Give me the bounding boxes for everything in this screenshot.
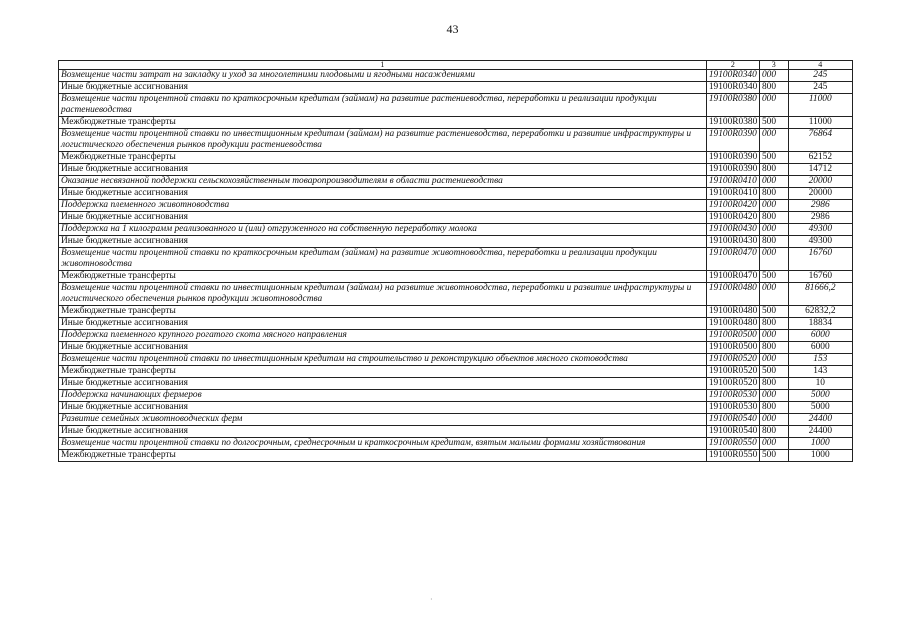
row-expense-type: 000	[759, 176, 788, 188]
row-code: 19100R0550	[706, 438, 759, 450]
row-amount: 20000	[788, 188, 852, 200]
table-row	[59, 236, 853, 248]
row-amount: 14712	[788, 164, 852, 176]
row-expense-type: 000	[759, 94, 788, 117]
row-amount: 2986	[788, 212, 852, 224]
row-name: Возмещение части затрат на закладку и уход за многолетними плодовыми и ягодными насаждениями	[59, 70, 707, 82]
row-expense-type: 000	[759, 414, 788, 426]
table-row	[59, 152, 853, 164]
row-amount: 11000	[788, 117, 852, 129]
row-code: 19100R0340	[706, 82, 759, 94]
row-code: 19100R0380	[706, 94, 759, 117]
row-name: Оказание несвязанной поддержки сельскохозяйственным товаропроизводителям в области растениеводства	[59, 176, 707, 188]
row-name: Иные бюджетные ассигнования	[59, 212, 707, 224]
row-amount: 1000	[788, 438, 852, 450]
row-amount: 16760	[788, 271, 852, 283]
row-name: Иные бюджетные ассигнования	[59, 188, 707, 200]
row-expense-type: 000	[759, 283, 788, 306]
table-row	[59, 402, 853, 414]
table-row	[59, 354, 853, 366]
row-amount: 49300	[788, 236, 852, 248]
row-expense-type: 000	[759, 330, 788, 342]
row-expense-type: 500	[759, 450, 788, 462]
row-amount: 24400	[788, 426, 852, 438]
row-expense-type: 800	[759, 318, 788, 330]
row-amount: 143	[788, 366, 852, 378]
row-code: 19100R0480	[706, 318, 759, 330]
row-code: 19100R0430	[706, 236, 759, 248]
row-code: 19100R0520	[706, 366, 759, 378]
row-expense-type: 000	[759, 390, 788, 402]
row-code: 19100R0540	[706, 426, 759, 438]
row-code: 19100R0390	[706, 152, 759, 164]
row-name: Межбюджетные трансферты	[59, 152, 707, 164]
table-row	[59, 271, 853, 283]
table-row	[59, 438, 853, 450]
table-row	[59, 164, 853, 176]
row-name: Возмещение части процентной ставки по инвестиционным кредитам (займам) на развитие животноводства, переработки и развитие инфраструктуры и логистического обеспечения рынков продукции животноводства	[59, 283, 707, 306]
row-name: Поддержка начинающих фермеров	[59, 390, 707, 402]
row-amount: 24400	[788, 414, 852, 426]
table-header-row	[59, 61, 853, 70]
header-col-2: 2	[706, 61, 759, 70]
row-name: Возмещение части процентной ставки по долгосрочным, среднесрочным и краткосрочным кредитам, взятым малыми формами хозяйствования	[59, 438, 707, 450]
table-row	[59, 70, 853, 82]
row-name: Иные бюджетные ассигнования	[59, 318, 707, 330]
row-name: Межбюджетные трансферты	[59, 271, 707, 283]
row-code: 19100R0520	[706, 354, 759, 366]
row-expense-type: 000	[759, 438, 788, 450]
row-expense-type: 000	[759, 200, 788, 212]
row-expense-type: 000	[759, 129, 788, 152]
table-row	[59, 306, 853, 318]
row-amount: 16760	[788, 248, 852, 271]
row-amount: 76864	[788, 129, 852, 152]
header-col-3: 3	[759, 61, 788, 70]
row-name: Поддержка племенного животноводства	[59, 200, 707, 212]
row-name: Межбюджетные трансферты	[59, 366, 707, 378]
row-name: Возмещение части процентной ставки по инвестиционным кредитам на строительство и реконструкцию объектов мясного скотоводства	[59, 354, 707, 366]
row-expense-type: 500	[759, 366, 788, 378]
row-amount: 6000	[788, 330, 852, 342]
row-expense-type: 800	[759, 188, 788, 200]
row-code: 19100R0340	[706, 70, 759, 82]
row-code: 19100R0390	[706, 129, 759, 152]
page-number: 43	[446, 22, 459, 36]
row-expense-type: 000	[759, 70, 788, 82]
row-amount: 11000	[788, 94, 852, 117]
row-expense-type: 800	[759, 378, 788, 390]
row-amount: 81666,2	[788, 283, 852, 306]
row-code: 19100R0410	[706, 176, 759, 188]
table-row	[59, 414, 853, 426]
row-name: Иные бюджетные ассигнования	[59, 342, 707, 354]
row-amount: 5000	[788, 402, 852, 414]
row-code: 19100R0530	[706, 390, 759, 402]
table-row	[59, 248, 853, 271]
row-amount: 5000	[788, 390, 852, 402]
row-name: Межбюджетные трансферты	[59, 306, 707, 318]
row-code: 19100R0500	[706, 330, 759, 342]
header-col-1: 1	[59, 61, 707, 70]
table-row	[59, 176, 853, 188]
row-code: 19100R0530	[706, 402, 759, 414]
row-name: Иные бюджетные ассигнования	[59, 378, 707, 390]
row-amount: 49300	[788, 224, 852, 236]
row-expense-type: 800	[759, 426, 788, 438]
table-row	[59, 378, 853, 390]
table-row	[59, 330, 853, 342]
row-name: Возмещение части процентной ставки по инвестиционным кредитам (займам) на развитие растениеводства, переработки и развитие инфраструктуры и логистического обеспечения рынков продукции растениеводства	[59, 129, 707, 152]
row-amount: 18834	[788, 318, 852, 330]
budget-table	[58, 60, 853, 462]
table-body	[59, 70, 853, 462]
row-expense-type: 000	[759, 248, 788, 271]
row-code: 19100R0500	[706, 342, 759, 354]
row-amount: 2986	[788, 200, 852, 212]
table-row	[59, 94, 853, 117]
row-expense-type: 000	[759, 224, 788, 236]
row-expense-type: 800	[759, 164, 788, 176]
header-col-4: 4	[788, 61, 852, 70]
page-mark: ·	[430, 595, 433, 604]
row-name: Поддержка на 1 килограмм реализованного и (или) отгруженного на собственную переработку молока	[59, 224, 707, 236]
table-row	[59, 117, 853, 129]
row-expense-type: 800	[759, 342, 788, 354]
row-amount: 62152	[788, 152, 852, 164]
row-code: 19100R0380	[706, 117, 759, 129]
row-name: Поддержка племенного крупного рогатого скота мясного направления	[59, 330, 707, 342]
table-row	[59, 342, 853, 354]
table-row	[59, 188, 853, 200]
row-amount: 6000	[788, 342, 852, 354]
row-name: Развитие семейных животноводческих ферм	[59, 414, 707, 426]
row-amount: 245	[788, 82, 852, 94]
row-name: Возмещение части процентной ставки по краткосрочным кредитам (займам) на развитие животноводства, переработки и реализации продукции животноводства	[59, 248, 707, 271]
row-name: Возмещение части процентной ставки по краткосрочным кредитам (займам) на развитие растениеводства, переработки и реализации продукции растениеводства	[59, 94, 707, 117]
row-name: Иные бюджетные ассигнования	[59, 236, 707, 248]
row-amount: 153	[788, 354, 852, 366]
row-code: 19100R0410	[706, 188, 759, 200]
table-row	[59, 426, 853, 438]
row-expense-type: 800	[759, 236, 788, 248]
table-row	[59, 366, 853, 378]
row-code: 19100R0420	[706, 212, 759, 224]
row-expense-type: 000	[759, 354, 788, 366]
row-code: 19100R0430	[706, 224, 759, 236]
row-expense-type: 800	[759, 82, 788, 94]
row-name: Межбюджетные трансферты	[59, 450, 707, 462]
table-row	[59, 450, 853, 462]
row-amount: 62832,2	[788, 306, 852, 318]
row-expense-type: 500	[759, 306, 788, 318]
table-row	[59, 82, 853, 94]
table-row	[59, 390, 853, 402]
row-amount: 10	[788, 378, 852, 390]
row-name: Межбюджетные трансферты	[59, 117, 707, 129]
table-row	[59, 224, 853, 236]
table-row	[59, 283, 853, 306]
row-expense-type: 500	[759, 117, 788, 129]
table-row	[59, 212, 853, 224]
table-row	[59, 318, 853, 330]
row-name: Иные бюджетные ассигнования	[59, 402, 707, 414]
row-name: Иные бюджетные ассигнования	[59, 82, 707, 94]
row-amount: 245	[788, 70, 852, 82]
row-code: 19100R0470	[706, 248, 759, 271]
table-row	[59, 129, 853, 152]
row-expense-type: 500	[759, 271, 788, 283]
row-code: 19100R0420	[706, 200, 759, 212]
row-code: 19100R0480	[706, 306, 759, 318]
row-code: 19100R0470	[706, 271, 759, 283]
row-code: 19100R0540	[706, 414, 759, 426]
row-name: Иные бюджетные ассигнования	[59, 164, 707, 176]
row-code: 19100R0550	[706, 450, 759, 462]
row-expense-type: 800	[759, 402, 788, 414]
row-code: 19100R0480	[706, 283, 759, 306]
row-amount: 1000	[788, 450, 852, 462]
row-code: 19100R0520	[706, 378, 759, 390]
row-code: 19100R0390	[706, 164, 759, 176]
row-expense-type: 500	[759, 152, 788, 164]
row-name: Иные бюджетные ассигнования	[59, 426, 707, 438]
row-expense-type: 800	[759, 212, 788, 224]
table-row	[59, 200, 853, 212]
row-amount: 20000	[788, 176, 852, 188]
